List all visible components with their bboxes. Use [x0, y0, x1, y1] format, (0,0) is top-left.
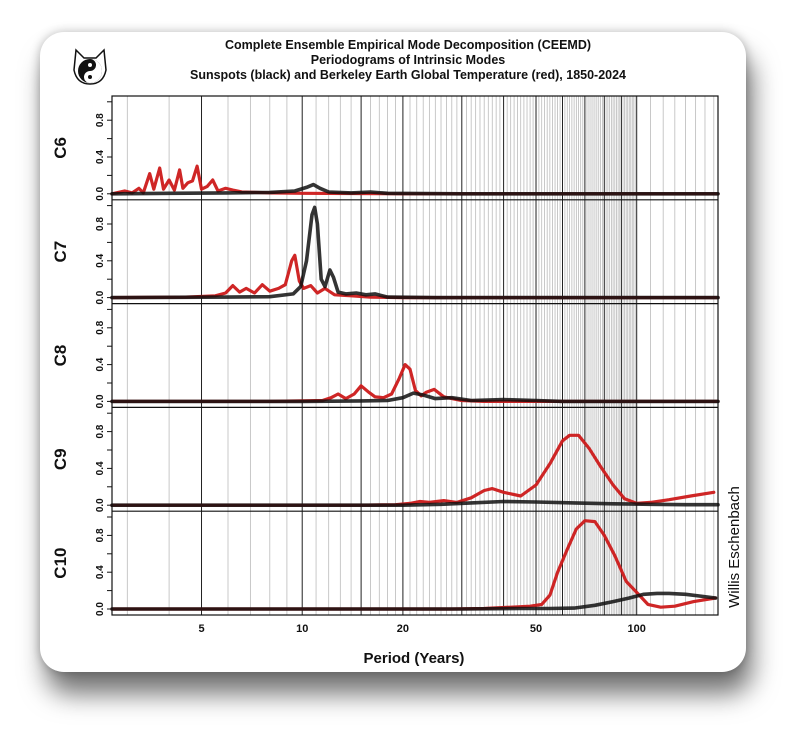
- temperature-series-line: [112, 435, 714, 505]
- yin-yang-cat-logo: [74, 50, 106, 84]
- y-tick-label: 0.8: [95, 528, 106, 543]
- x-axis-ticks: [198, 623, 645, 635]
- temperature-series-line: [112, 166, 718, 194]
- grid-lines: [127, 96, 713, 615]
- y-tick-label: 0.4: [95, 150, 106, 164]
- y-tick-label: 0.0: [95, 290, 106, 305]
- y-tick-label: 0.0: [95, 498, 106, 513]
- panel-label: C8: [51, 344, 70, 367]
- x-tick-label: 20: [396, 623, 410, 635]
- panel-label: C6: [51, 137, 70, 159]
- chart-subtitle: Periodograms of Intrinsic Modes: [310, 53, 506, 67]
- panel-label: C9: [51, 448, 70, 471]
- y-tick-label: 0.0: [95, 186, 106, 201]
- x-tick-label: 10: [296, 623, 309, 635]
- sunspot-series-line: [112, 207, 718, 297]
- y-tick-label: 0.8: [95, 424, 106, 439]
- panel-label: C10: [51, 547, 70, 579]
- panel-label: C7: [51, 240, 70, 263]
- chart-title: Complete Ensemble Empirical Mode Decomposition (CEEMD): [224, 38, 592, 52]
- y-tick-label: 0.0: [95, 602, 106, 616]
- y-tick-label: 0.4: [95, 253, 106, 268]
- y-tick-label: 0.0: [95, 394, 106, 409]
- temperature-series-line: [112, 365, 718, 402]
- y-tick-label: 0.8: [95, 217, 106, 231]
- x-tick-label: 50: [529, 623, 543, 635]
- author-signature: Willis Eschenbach: [726, 486, 743, 608]
- x-tick-label: 100: [627, 623, 646, 635]
- y-tick-label: 0.4: [95, 565, 106, 580]
- chart-subtitle-2: Sunspots (black) and Berkeley Earth Global Temperature (red), 1850-2024: [189, 68, 627, 82]
- sunspot-series-line: [112, 393, 718, 401]
- plot-frame: [112, 96, 718, 615]
- y-tick-label: 0.4: [95, 461, 106, 476]
- y-tick-label: 0.8: [95, 113, 106, 128]
- y-tick-label: 0.4: [95, 357, 106, 372]
- temperature-series-line: [112, 255, 718, 297]
- x-tick-label: 5: [198, 623, 205, 635]
- y-tick-label: 0.8: [95, 320, 106, 335]
- x-axis-label: Period (Years): [363, 650, 465, 667]
